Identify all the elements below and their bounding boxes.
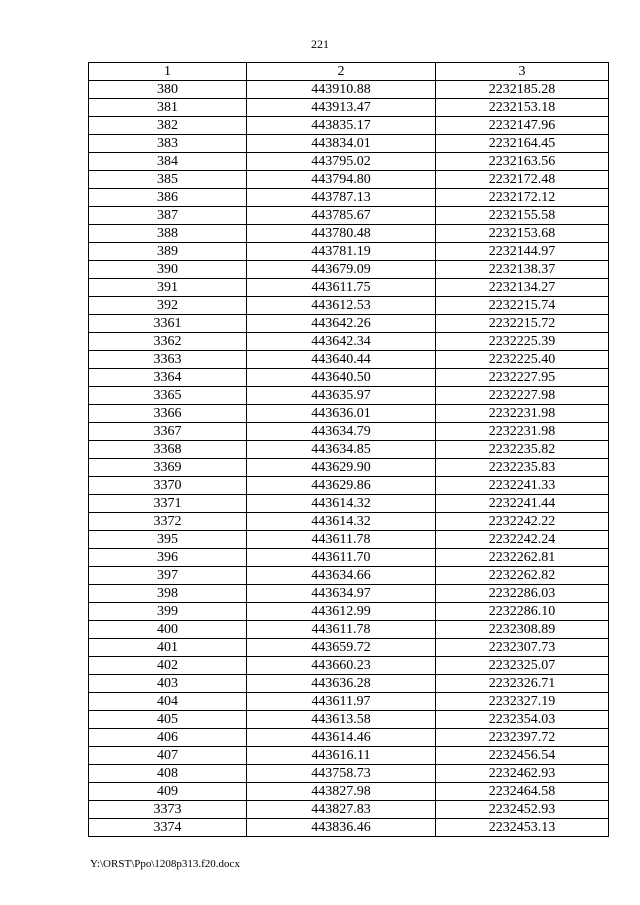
- x-coordinate-cell: 443758.73: [247, 765, 436, 783]
- y-coordinate-cell: 2232134.27: [436, 279, 609, 297]
- table-row: [89, 333, 609, 351]
- point-number-cell: 402: [89, 657, 247, 675]
- x-coordinate-cell: 443611.70: [247, 549, 436, 567]
- table-row: [89, 477, 609, 495]
- x-coordinate-cell: 443640.44: [247, 351, 436, 369]
- y-coordinate-cell: 2232227.98: [436, 387, 609, 405]
- y-coordinate-cell: 2232397.72: [436, 729, 609, 747]
- page-number: 221: [311, 37, 329, 51]
- y-coordinate-cell: 2232307.73: [436, 639, 609, 657]
- x-coordinate-cell: 443612.53: [247, 297, 436, 315]
- y-coordinate-cell: 2232462.93: [436, 765, 609, 783]
- point-number-cell: 3361: [89, 315, 247, 333]
- table-row: [89, 585, 609, 603]
- table-row: [89, 783, 609, 801]
- point-number-cell: 3367: [89, 423, 247, 441]
- x-coordinate-cell: 443612.99: [247, 603, 436, 621]
- y-coordinate-cell: 2232164.45: [436, 135, 609, 153]
- point-number-cell: 383: [89, 135, 247, 153]
- table-row: [89, 819, 609, 837]
- y-coordinate-cell: 2232231.98: [436, 423, 609, 441]
- table-row: [89, 513, 609, 531]
- point-number-cell: 404: [89, 693, 247, 711]
- y-coordinate-cell: 2232225.40: [436, 351, 609, 369]
- table-row: [89, 693, 609, 711]
- point-number-cell: 3372: [89, 513, 247, 531]
- column-header-2: 2: [247, 63, 436, 81]
- point-number-cell: 3364: [89, 369, 247, 387]
- point-number-cell: 380: [89, 81, 247, 99]
- x-coordinate-cell: 443640.50: [247, 369, 436, 387]
- y-coordinate-cell: 2232308.89: [436, 621, 609, 639]
- y-coordinate-cell: 2232286.10: [436, 603, 609, 621]
- x-coordinate-cell: 443629.90: [247, 459, 436, 477]
- table-row: [89, 747, 609, 765]
- point-number-cell: 3371: [89, 495, 247, 513]
- x-coordinate-cell: 443827.98: [247, 783, 436, 801]
- x-coordinate-cell: 443785.67: [247, 207, 436, 225]
- y-coordinate-cell: 2232453.13: [436, 819, 609, 837]
- point-number-cell: 386: [89, 189, 247, 207]
- y-coordinate-cell: 2232185.28: [436, 81, 609, 99]
- table-row: [89, 261, 609, 279]
- table-row: [89, 189, 609, 207]
- x-coordinate-cell: 443787.13: [247, 189, 436, 207]
- table-row: [89, 135, 609, 153]
- x-coordinate-cell: 443659.72: [247, 639, 436, 657]
- y-coordinate-cell: 2232215.72: [436, 315, 609, 333]
- x-coordinate-cell: 443611.97: [247, 693, 436, 711]
- y-coordinate-cell: 2232242.22: [436, 513, 609, 531]
- y-coordinate-cell: 2232155.58: [436, 207, 609, 225]
- x-coordinate-cell: 443614.46: [247, 729, 436, 747]
- table-row: [89, 423, 609, 441]
- point-number-cell: 3370: [89, 477, 247, 495]
- column-header-1: 1: [89, 63, 247, 81]
- table-row: [89, 315, 609, 333]
- y-coordinate-cell: 2232325.07: [436, 657, 609, 675]
- point-number-cell: 3369: [89, 459, 247, 477]
- x-coordinate-cell: 443910.88: [247, 81, 436, 99]
- y-coordinate-cell: 2232235.83: [436, 459, 609, 477]
- point-number-cell: 389: [89, 243, 247, 261]
- point-number-cell: 398: [89, 585, 247, 603]
- y-coordinate-cell: 2232227.95: [436, 369, 609, 387]
- table-row: [89, 531, 609, 549]
- table-row: [89, 729, 609, 747]
- x-coordinate-cell: 443614.32: [247, 495, 436, 513]
- point-number-cell: 385: [89, 171, 247, 189]
- point-number-cell: 3373: [89, 801, 247, 819]
- table-row: [89, 81, 609, 99]
- table-row: [89, 279, 609, 297]
- y-coordinate-cell: 2232262.81: [436, 549, 609, 567]
- point-number-cell: 382: [89, 117, 247, 135]
- table-row: [89, 117, 609, 135]
- x-coordinate-cell: 443629.86: [247, 477, 436, 495]
- table-row: [89, 297, 609, 315]
- y-coordinate-cell: 2232327.19: [436, 693, 609, 711]
- table-row: [89, 657, 609, 675]
- y-coordinate-cell: 2232163.56: [436, 153, 609, 171]
- point-number-cell: 3362: [89, 333, 247, 351]
- y-coordinate-cell: 2232354.03: [436, 711, 609, 729]
- point-number-cell: 397: [89, 567, 247, 585]
- point-number-cell: 381: [89, 99, 247, 117]
- x-coordinate-cell: 443642.26: [247, 315, 436, 333]
- x-coordinate-cell: 443634.66: [247, 567, 436, 585]
- table-row: [89, 441, 609, 459]
- point-number-cell: 395: [89, 531, 247, 549]
- point-number-cell: 399: [89, 603, 247, 621]
- point-number-cell: 392: [89, 297, 247, 315]
- x-coordinate-cell: 443642.34: [247, 333, 436, 351]
- x-coordinate-cell: 443611.78: [247, 621, 436, 639]
- y-coordinate-cell: 2232231.98: [436, 405, 609, 423]
- table-row: [89, 207, 609, 225]
- x-coordinate-cell: 443780.48: [247, 225, 436, 243]
- table-row: [89, 153, 609, 171]
- table-row: [89, 639, 609, 657]
- y-coordinate-cell: 2232326.71: [436, 675, 609, 693]
- point-number-cell: 3363: [89, 351, 247, 369]
- table-row: [89, 621, 609, 639]
- point-number-cell: 3366: [89, 405, 247, 423]
- table-row: [89, 603, 609, 621]
- table-row: [89, 243, 609, 261]
- table-body: [89, 81, 609, 837]
- point-number-cell: 391: [89, 279, 247, 297]
- table-header-row: [89, 63, 609, 81]
- point-number-cell: 390: [89, 261, 247, 279]
- point-number-cell: 388: [89, 225, 247, 243]
- coordinates-table: [88, 62, 609, 837]
- x-coordinate-cell: 443634.85: [247, 441, 436, 459]
- point-number-cell: 396: [89, 549, 247, 567]
- x-coordinate-cell: 443827.83: [247, 801, 436, 819]
- y-coordinate-cell: 2232242.24: [436, 531, 609, 549]
- table-row: [89, 171, 609, 189]
- footer-file-path: Y:\ORST\Ppo\1208p313.f20.docx: [90, 858, 240, 870]
- point-number-cell: 3368: [89, 441, 247, 459]
- x-coordinate-cell: 443616.11: [247, 747, 436, 765]
- y-coordinate-cell: 2232215.74: [436, 297, 609, 315]
- table-row: [89, 675, 609, 693]
- x-coordinate-cell: 443836.46: [247, 819, 436, 837]
- table-row: [89, 405, 609, 423]
- table-row: [89, 549, 609, 567]
- x-coordinate-cell: 443679.09: [247, 261, 436, 279]
- x-coordinate-cell: 443795.02: [247, 153, 436, 171]
- point-number-cell: 405: [89, 711, 247, 729]
- x-coordinate-cell: 443636.28: [247, 675, 436, 693]
- point-number-cell: 384: [89, 153, 247, 171]
- x-coordinate-cell: 443913.47: [247, 99, 436, 117]
- x-coordinate-cell: 443634.97: [247, 585, 436, 603]
- y-coordinate-cell: 2232241.44: [436, 495, 609, 513]
- table-row: [89, 387, 609, 405]
- x-coordinate-cell: 443635.97: [247, 387, 436, 405]
- table-row: [89, 351, 609, 369]
- point-number-cell: 407: [89, 747, 247, 765]
- y-coordinate-cell: 2232235.82: [436, 441, 609, 459]
- y-coordinate-cell: 2232452.93: [436, 801, 609, 819]
- point-number-cell: 401: [89, 639, 247, 657]
- point-number-cell: 3365: [89, 387, 247, 405]
- table-row: [89, 765, 609, 783]
- y-coordinate-cell: 2232153.68: [436, 225, 609, 243]
- table-row: [89, 567, 609, 585]
- x-coordinate-cell: 443794.80: [247, 171, 436, 189]
- y-coordinate-cell: 2232456.54: [436, 747, 609, 765]
- y-coordinate-cell: 2232262.82: [436, 567, 609, 585]
- x-coordinate-cell: 443636.01: [247, 405, 436, 423]
- point-number-cell: 400: [89, 621, 247, 639]
- y-coordinate-cell: 2232172.48: [436, 171, 609, 189]
- x-coordinate-cell: 443611.78: [247, 531, 436, 549]
- x-coordinate-cell: 443835.17: [247, 117, 436, 135]
- y-coordinate-cell: 2232241.33: [436, 477, 609, 495]
- point-number-cell: 403: [89, 675, 247, 693]
- table-row: [89, 459, 609, 477]
- table-row: [89, 369, 609, 387]
- point-number-cell: 3374: [89, 819, 247, 837]
- y-coordinate-cell: 2232464.58: [436, 783, 609, 801]
- x-coordinate-cell: 443634.79: [247, 423, 436, 441]
- x-coordinate-cell: 443781.19: [247, 243, 436, 261]
- x-coordinate-cell: 443834.01: [247, 135, 436, 153]
- point-number-cell: 409: [89, 783, 247, 801]
- point-number-cell: 406: [89, 729, 247, 747]
- y-coordinate-cell: 2232286.03: [436, 585, 609, 603]
- point-number-cell: 408: [89, 765, 247, 783]
- x-coordinate-cell: 443611.75: [247, 279, 436, 297]
- x-coordinate-cell: 443614.32: [247, 513, 436, 531]
- x-coordinate-cell: 443660.23: [247, 657, 436, 675]
- y-coordinate-cell: 2232225.39: [436, 333, 609, 351]
- table-row: [89, 99, 609, 117]
- y-coordinate-cell: 2232144.97: [436, 243, 609, 261]
- table-row: [89, 225, 609, 243]
- table-row: [89, 495, 609, 513]
- table-row: [89, 711, 609, 729]
- y-coordinate-cell: 2232147.96: [436, 117, 609, 135]
- y-coordinate-cell: 2232153.18: [436, 99, 609, 117]
- y-coordinate-cell: 2232172.12: [436, 189, 609, 207]
- y-coordinate-cell: 2232138.37: [436, 261, 609, 279]
- table-row: [89, 801, 609, 819]
- point-number-cell: 387: [89, 207, 247, 225]
- x-coordinate-cell: 443613.58: [247, 711, 436, 729]
- column-header-3: 3: [436, 63, 609, 81]
